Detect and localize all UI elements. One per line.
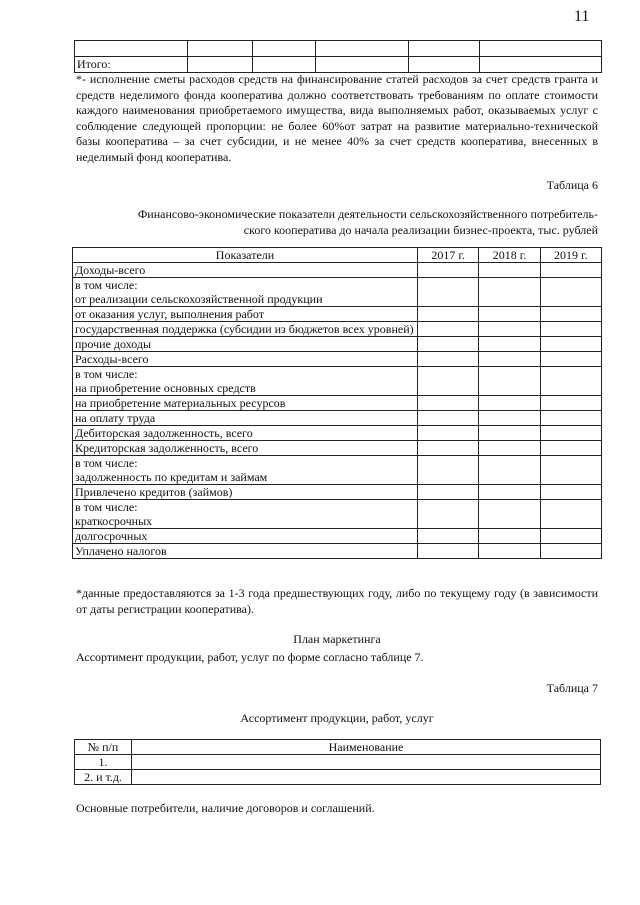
value-cell [540,278,601,307]
col-header-2019: 2019 г. [540,248,601,263]
table-row [73,426,602,441]
table-row [73,278,602,307]
value-cell [418,352,479,367]
table7-label: Таблица 7 [546,681,598,695]
indicator-cell: Уплачено налогов [73,544,418,559]
table-row [73,396,602,411]
value-cell [479,485,540,500]
value-cell [418,485,479,500]
indicator-cell: на оплату труда [73,411,418,426]
indicator-cell: в том числе: на приобретение основных средств [73,367,418,396]
table-row [73,485,602,500]
consumers-text: Основные потребители, наличие договоров и соглашений. [76,801,375,815]
col-header-2018: 2018 г. [479,248,540,263]
value-cell [540,441,601,456]
indicator-cell: Кредиторская задолженность, всего [73,441,418,456]
table-row [73,352,602,367]
value-cell [540,500,601,529]
table-row [73,307,602,322]
value-cell [540,263,601,278]
value-cell [418,411,479,426]
value-cell [418,307,479,322]
value-cell [540,426,601,441]
value-cell [540,367,601,396]
indicator-cell: прочие доходы [73,337,418,352]
total-label: Итого: [75,57,188,73]
value-cell [540,307,601,322]
value-cell [418,441,479,456]
value-cell [418,544,479,559]
financial-indicators-table [72,247,602,559]
value-cell [540,322,601,337]
value-cell [418,456,479,485]
indicator-cell: Доходы-всего [73,263,418,278]
table-row [73,322,602,337]
value-cell [418,337,479,352]
value-cell [479,456,540,485]
marketing-heading: План маркетинга [293,632,381,646]
col-header-2017: 2017 г. [418,248,479,263]
continued-table [74,40,602,73]
value-cell [418,426,479,441]
marketing-text: Ассортимент продукции, работ, услуг по форме согласно таблице 7. [76,650,424,664]
table-header-row [73,248,602,263]
value-cell [540,544,601,559]
indicator-cell: в том числе: задолженность по кредитам и займам [73,456,418,485]
value-cell [479,500,540,529]
table-row [73,456,602,485]
value-cell [479,352,540,367]
table6-label: Таблица 6 [546,178,598,192]
value-cell [479,411,540,426]
value-cell [418,529,479,544]
table-row [73,441,602,456]
value-cell [418,322,479,337]
value-cell [540,352,601,367]
value-cell [479,396,540,411]
value-cell [479,441,540,456]
value-cell [418,263,479,278]
table-row [73,544,602,559]
value-cell [479,544,540,559]
value-cell [540,396,601,411]
col-header-number: № п/п [75,740,132,755]
value-cell [479,426,540,441]
page-number: 11 [574,8,590,25]
value-cell [479,263,540,278]
value-cell [479,278,540,307]
value-cell [418,278,479,307]
value-cell [418,367,479,396]
value-cell [479,322,540,337]
indicator-cell: в том числе: от реализации сельскохозяйственной продукции [73,278,418,307]
value-cell [479,337,540,352]
table-header-row [75,740,601,755]
name-cell [132,770,601,785]
indicator-cell: на приобретение материальных ресурсов [73,396,418,411]
indicator-cell: государственная поддержка (субсидии из бюджетов всех уровней) [73,322,418,337]
table6-title: Финансово-экономические показатели деятельности сельскохозяйственного потребитель- ского кооператива до начала реализации бизнес-проекта, тыс. рублей [137,207,598,237]
value-cell [540,337,601,352]
indicator-cell: в том числе: краткосрочных [73,500,418,529]
indicator-cell: Дебиторская задолженность, всего [73,426,418,441]
indicator-cell: Привлечено кредитов (займов) [73,485,418,500]
table-row [75,770,601,785]
table-row [73,367,602,396]
indicator-cell: долгосрочных [73,529,418,544]
indicator-cell: от оказания услуг, выполнения работ [73,307,418,322]
value-cell [479,307,540,322]
table-row [75,755,601,770]
row-number-cell: 2. и т.д. [75,770,132,785]
assortment-table [74,739,601,785]
col-header-name: Наименование [132,740,601,755]
value-cell [418,396,479,411]
value-cell [479,367,540,396]
value-cell [479,529,540,544]
col-header-indicators: Показатели [73,248,418,263]
value-cell [540,529,601,544]
value-cell [540,411,601,426]
table-row [73,500,602,529]
row-number-cell: 1. [75,755,132,770]
table-row [73,263,602,278]
value-cell [418,500,479,529]
table-row [73,337,602,352]
table-row [73,529,602,544]
indicator-cell: Расходы-всего [73,352,418,367]
value-cell [540,485,601,500]
total-row [75,57,602,73]
name-cell [132,755,601,770]
table-row [73,411,602,426]
value-cell [540,456,601,485]
paragraph-grant-proportion: *- исполнение сметы расходов средств на финансирование статей расходов за счет средств гранта и средств неделимого фонда кооператива должно соответствовать требованиям по оплате стоимости каждого наименования приобретаемого имущества, вида выполняемых работ, оказываемых услуг с соблюдение следующей пропорции: не более 60%от затрат на развитие материально-технической базы кооператива – за счет субсидии, и не менее 40% за счет средств кооператива, внесенных в неделимый фонд кооператива. [76,72,598,164]
table6-footnote: *данные предоставляются за 1-3 года предшествующих году, либо по текущему году (в зависимости от даты регистрации кооператива). [76,586,598,616]
table7-title: Ассортимент продукции, работ, услуг [240,711,434,725]
